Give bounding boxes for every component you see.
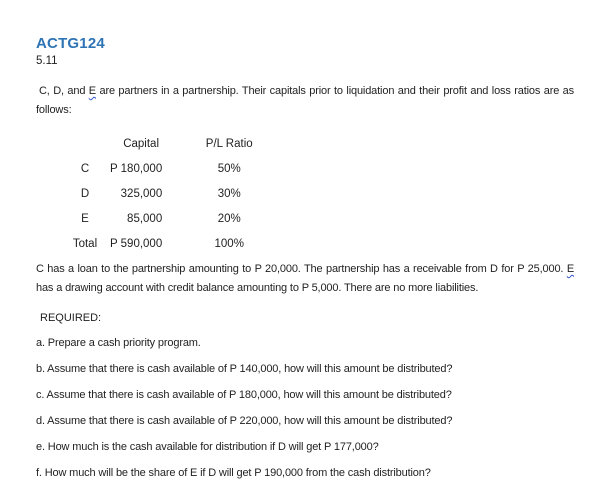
required-label: REQUIRED: [40, 312, 102, 324]
question-item-b: b. Assume that there is cash available of P 140,000, how will this amount be distributed? [36, 363, 453, 375]
partner-e-spellcheck: E [566, 263, 574, 275]
details-paragraph [36, 260, 574, 298]
total-ratio-cell: 100% [214, 237, 244, 250]
total-label-cell: Total [72, 237, 98, 250]
details-text-before: C has a loan to the partnership amounting to P 20,000. The partnership has a receivable from D for P 25,000. [36, 263, 567, 275]
intro-text-after: are partners in a partnership. Their capitals prior to liquidation and their profit and loss ratios are as follows: [36, 85, 574, 116]
total-capital-cell: P 590,000 [110, 237, 163, 250]
ratio-cell: 20% [217, 212, 241, 225]
intro-paragraph [36, 82, 574, 120]
question-item-d: d. Assume that there is cash available of P 220,000, how will this amount be distributed? [36, 415, 453, 427]
partner-cell: E [81, 212, 89, 225]
problem-number: 5.11 [36, 55, 58, 67]
intro-text-before: C, D, and [39, 85, 89, 97]
capital-header-cell: Capital [123, 137, 160, 150]
question-item-f: f. How much will be the share of E if D will get P 190,000 from the cash distribution? [36, 467, 431, 479]
partner-header-cell [60, 131, 110, 156]
table-total-row [60, 231, 296, 256]
table-header-row [60, 131, 296, 156]
question-item-a: a. Prepare a cash priority program. [36, 337, 201, 349]
table-row [60, 181, 296, 206]
details-text-after: has a drawing account with credit balance amounting to P 5,000. There are no more liabilities. [36, 282, 479, 294]
capital-cell: 85,000 [127, 212, 163, 225]
course-code-heading: ACTG124 [36, 35, 105, 52]
partner-cell: C [80, 162, 90, 175]
ratio-cell: 50% [217, 162, 241, 175]
ratio-cell: 30% [217, 187, 241, 200]
capital-table [60, 131, 296, 256]
question-item-e: e. How much is the cash available for distribution if D will get P 177,000? [36, 441, 379, 453]
capital-cell: 325,000 [120, 187, 163, 200]
partner-cell: D [80, 187, 90, 200]
pl-ratio-header-cell: P/L Ratio [205, 137, 253, 150]
question-item-c: c. Assume that there is cash available of P 180,000, how will this amount be distributed? [36, 389, 452, 401]
partner-e-spellcheck: E [88, 85, 96, 97]
capital-cell: P 180,000 [110, 162, 163, 175]
table-row [60, 206, 296, 231]
table-row [60, 156, 296, 181]
